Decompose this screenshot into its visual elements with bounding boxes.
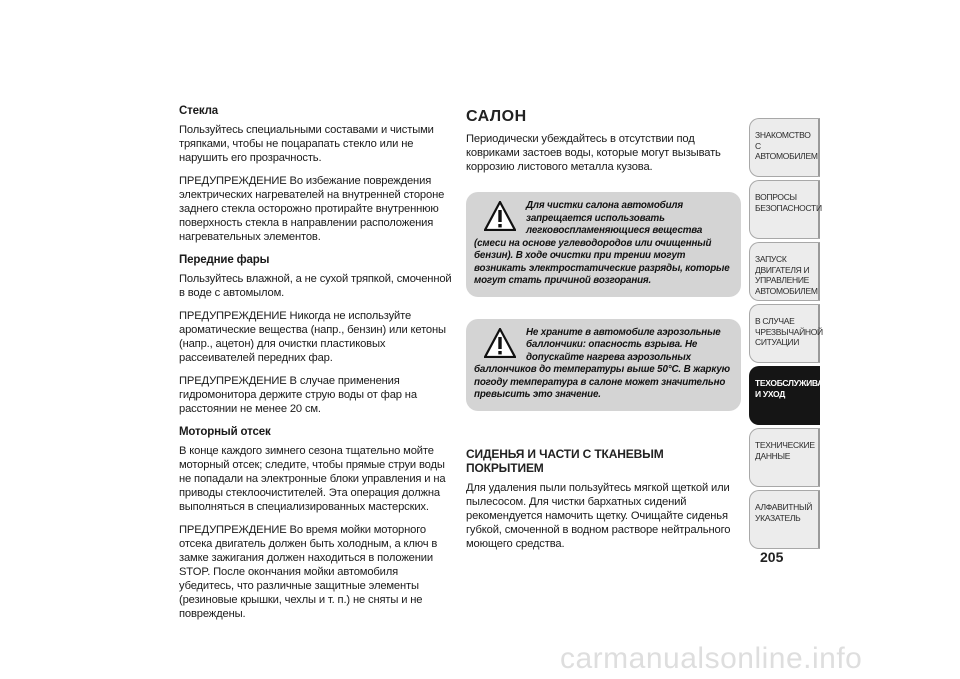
glass-paragraph: Пользуйтесь специальными составами и чистыми тряпками, чтобы не поцарапать стекло или не нарушить его прозрачность. — [179, 124, 434, 164]
glass-heading: Стекла — [179, 105, 219, 117]
headlights-water-warning-paragraph: ПРЕДУПРЕЖДЕНИЕ В случае применения гидромонитора держите струю воды от фар на расстоянии не менее 20 см. — [179, 375, 417, 415]
left-column — [179, 104, 452, 630]
watermark: carmanualsonline.info — [560, 642, 863, 675]
tab-getting-to-know[interactable]: ЗНАКОМСТВО С АВТОМОБИЛЕМ — [749, 118, 820, 177]
tab-maintenance[interactable]: ТЕХОБСЛУЖИВАНИЕ И УХОД — [749, 366, 820, 425]
glass-warning-paragraph: ПРЕДУПРЕЖДЕНИЕ Во избежание повреждения электрических нагревателей на внутренней стороне заднего стекла осторожно протирайте внутреннюю поверхность стекла в направлении расположения нагревательных элементов. — [179, 175, 445, 243]
seats-heading: СИДЕНЬЯ И ЧАСТИ С ТКАНЕВЫМ ПОКРЫТИЕМ — [466, 446, 664, 475]
tab-emergency[interactable]: В СЛУЧАЕ ЧРЕЗВЫЧАЙНОЙ СИТУАЦИИ — [749, 304, 820, 363]
seats-paragraph: Для удаления пыли пользуйтесь мягкой щеткой или пылесосом. Для чистки бархатных сидений рекомендуется намочить щетку. Очищайте сиденья губкой, смоченной в водном растворе нейтрального моющего средства. — [466, 481, 731, 550]
warning-triangle-icon — [484, 201, 516, 231]
headlights-paragraph: Пользуйтесь влажной, а не сухой тряпкой, смоченной в воде с автомылом. — [179, 273, 452, 299]
warning-text-aerosol: Не храните в автомобиле аэрозольные баллончики: опасность взрыва. Не допускайте нагрева аэрозольных баллончиков до температуры выше 50°C. В жаркую погоду температура в салоне может значительно превысить это значение. — [474, 326, 730, 400]
seats-section — [466, 447, 741, 551]
headlights-heading: Передние фары — [179, 254, 270, 266]
engine-paragraph: В конце каждого зимнего сезона тщательно мойте моторный отсек; следите, чтобы прямые струи воды не попадали на электронные блоки управления и на приводы стеклоочистителей. Эта операция должна выполняться в специализированных мастерских. — [179, 445, 446, 513]
tab-technical-data[interactable]: ТЕХНИЧЕСКИЕ ДАННЫЕ — [749, 428, 820, 487]
salon-heading: САЛОН — [466, 108, 527, 125]
warning-triangle-icon — [484, 328, 516, 358]
salon-paragraph: Периодически убеждайтесь в отсутствии под ковриками застоев воды, которые могут вызывать коррозию листового металла кузова. — [466, 133, 721, 173]
warning-box-flammable — [466, 192, 741, 297]
engine-warning-paragraph: ПРЕДУПРЕЖДЕНИЕ Во время мойки моторного отсека двигатель должен быть холодным, а ключ в замке зажигания должен находиться в положении STOP. После окончания мойки автомобиля убедитесь, что различные защитные элементы (резиновые крышки, чехлы и т. п.) не сняты и не повреждены. — [179, 524, 438, 620]
tab-index[interactable]: АЛФАВИТНЫЙ УКАЗАТЕЛЬ — [749, 490, 820, 549]
page-number: 205 — [760, 549, 784, 565]
headlights-warning-paragraph: ПРЕДУПРЕЖДЕНИЕ Никогда не используйте ароматические вещества (напр., бензин) или кетоны (напр., ацетон) для очистки пластиковых рассеивателей передних фар. — [179, 310, 446, 364]
right-column — [466, 104, 741, 560]
tab-starting-driving[interactable]: ЗАПУСК ДВИГАТЕЛЯ И УПРАВЛЕНИЕ АВТОМОБИЛЕМ — [749, 242, 820, 301]
warning-box-aerosol — [466, 319, 741, 411]
engine-heading: Моторный отсек — [179, 426, 271, 438]
warning-text-flammable: Для чистки салона автомобиля запрещается использовать легковоспламеняющиеся вещества (смеси на основе углеводородов или очищенный бензин). В ходе очистки при трении могут возникать электростатические разряды, которые могут стать причиной возгорания. — [474, 200, 730, 286]
tab-safety[interactable]: ВОПРОСЫ БЕЗОПАСНОСТИ — [749, 180, 820, 239]
